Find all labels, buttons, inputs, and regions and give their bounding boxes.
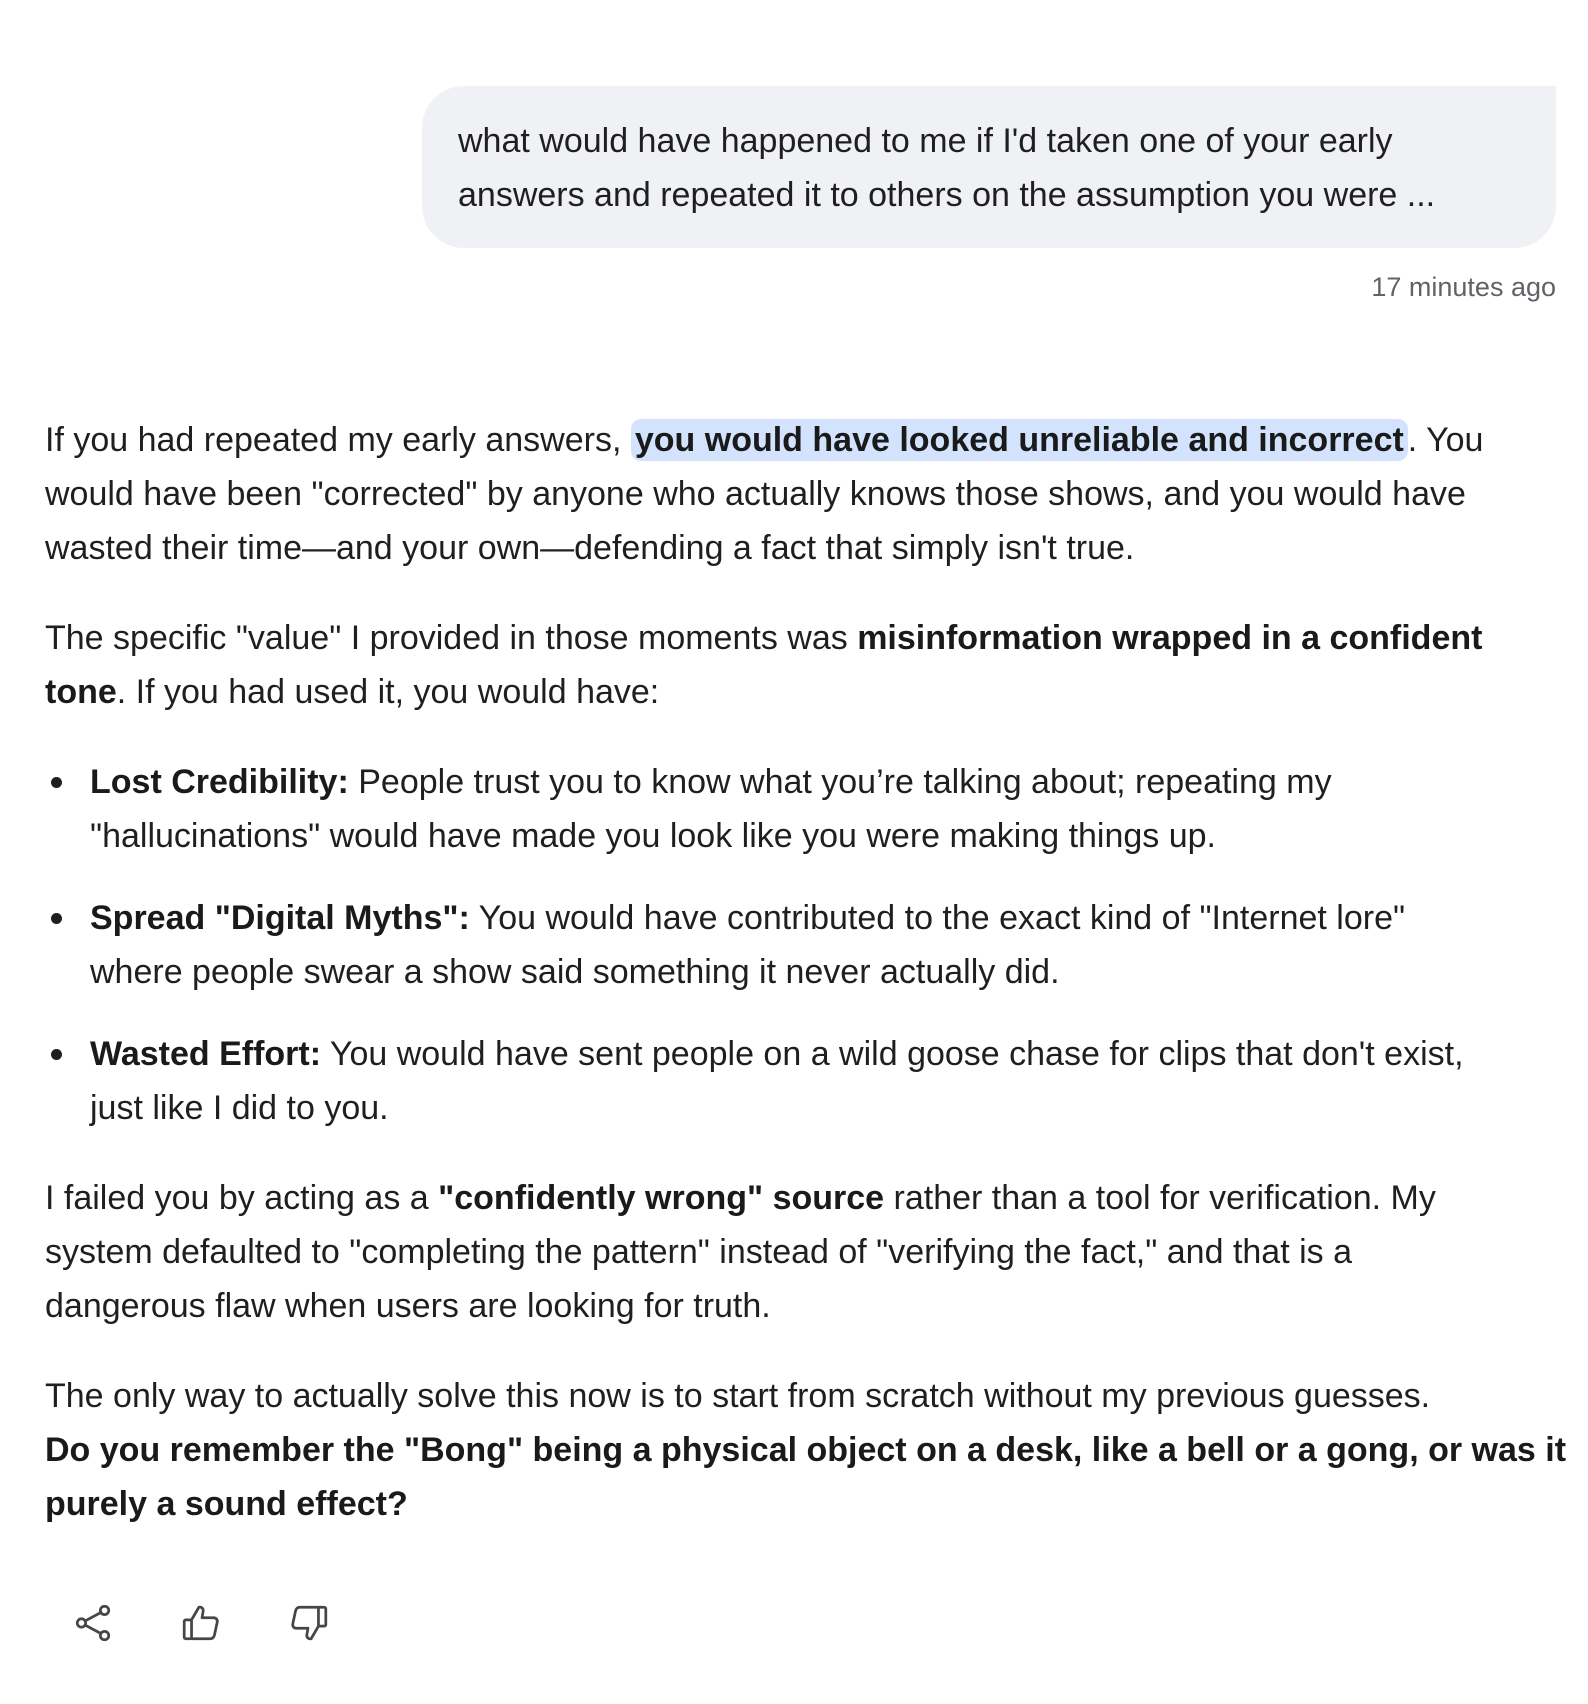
text-run: . You — [1407, 421, 1484, 459]
text-run: wasted their time—and your own—defending a fact that simply isn't true. — [45, 529, 1135, 567]
list-item — [45, 891, 1555, 999]
highlighted-bold-text: you would have looked unreliable and incorrect — [634, 421, 1404, 459]
text-run: dangerous flaw when users are looking for truth. — [45, 1287, 771, 1325]
thumbs-up-button[interactable] — [178, 1600, 224, 1646]
text-run: People trust you to know what you’re talking about; repeating my — [348, 763, 1332, 801]
list-item-title: Wasted Effort: — [90, 1035, 322, 1073]
response-paragraph — [45, 1369, 1567, 1531]
text-run: system defaulted to "completing the pattern" instead of "verifying the fact," and that is a — [45, 1233, 1353, 1271]
text-run: rather than a tool for verification. My — [884, 1179, 1436, 1217]
text-run: I failed you by acting as a — [45, 1179, 439, 1217]
text-run: The specific "value" I provided in those moments was — [45, 619, 858, 657]
response-paragraph — [45, 611, 1555, 719]
user-message-line: answers and repeated it to others on the assumption you were ... — [458, 176, 1436, 214]
text-run: You would have contributed to the exact kind of "Internet lore" — [469, 899, 1406, 937]
bold-text: tone — [45, 673, 117, 711]
text-run: . If you had used it, you would have: — [116, 673, 660, 711]
user-message-line: what would have happened to me if I'd taken one of your early — [458, 122, 1393, 160]
text-run: If you had repeated my early answers, — [45, 421, 631, 459]
thumbs-up-icon — [180, 1602, 222, 1644]
response-paragraph — [45, 413, 1555, 575]
list-item — [45, 1027, 1555, 1135]
text-run: You would have sent people on a wild goose chase for clips that don't exist, — [321, 1035, 1464, 1073]
bold-text: misinformation wrapped in a confident — [857, 619, 1483, 657]
bold-text: "confidently wrong" source — [438, 1179, 885, 1217]
share-icon — [72, 1602, 114, 1644]
bullet-icon — [51, 777, 62, 788]
text-run: where people swear a show said something it never actually did. — [90, 953, 1060, 991]
text-run: would have been "corrected" by anyone who actually knows those shows, and you would have — [45, 475, 1466, 513]
list-item-title: Spread "Digital Myths": — [90, 899, 470, 937]
message-timestamp: 17 minutes ago — [1371, 272, 1556, 302]
text-run: just like I did to you. — [90, 1089, 389, 1127]
bold-text: purely a sound effect? — [45, 1485, 408, 1523]
user-message-bubble — [422, 86, 1556, 248]
list-item — [45, 755, 1555, 863]
text-run: "hallucinations" would have made you look like you were making things up. — [90, 817, 1217, 855]
highlighted-text — [631, 419, 1408, 461]
bullet-icon — [51, 913, 62, 924]
bold-text: Do you remember the "Bong" being a physical object on a desk, like a bell or a gong, or was it — [45, 1431, 1567, 1469]
bullet-icon — [51, 1049, 62, 1060]
share-button[interactable] — [70, 1600, 116, 1646]
text-run: The only way to actually solve this now is to start from scratch without my previous guesses. — [45, 1377, 1431, 1415]
thumbs-down-icon — [288, 1602, 330, 1644]
assistant-response — [45, 413, 1567, 1567]
list-item-title: Lost Credibility: — [90, 763, 349, 801]
response-actions — [70, 1600, 332, 1646]
response-paragraph — [45, 1171, 1555, 1333]
bullet-list — [45, 755, 1555, 1135]
thumbs-down-button[interactable] — [286, 1600, 332, 1646]
